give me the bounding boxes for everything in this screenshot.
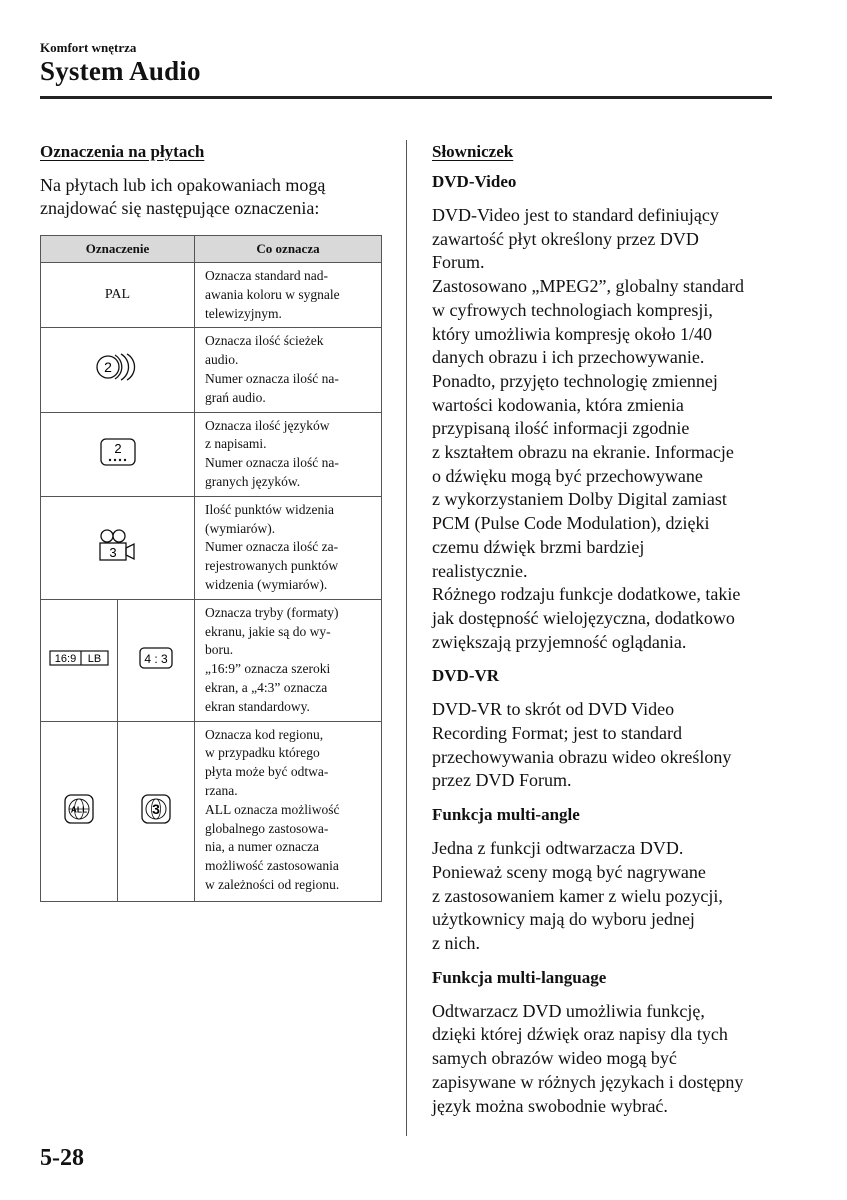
region-all-globe-icon <box>41 721 118 901</box>
svg-text:ALL: ALL <box>70 804 88 815</box>
left-column <box>40 142 385 220</box>
svg-text:16:9: 16:9 <box>54 652 77 665</box>
glossary-term: DVD-Video <box>432 172 517 191</box>
table-cell-desc: Oznacza standard nad- awania koloru w sygnale telewizyjnym. <box>195 263 382 328</box>
svg-text:3: 3 <box>152 800 160 817</box>
widescreen-lb-icon <box>41 599 118 721</box>
column-header-mark: Oznaczenie <box>41 236 195 263</box>
disc-marks-heading: Oznaczenia na płytach <box>40 142 205 161</box>
svg-text:3: 3 <box>108 545 117 561</box>
glossary-text: DVD-Video jest to standard definiujący zawartość płyt określony przez DVD Forum. Zastosowano „MPEG2”, globalny standard w cyfrowych technologiach kompresji, który umożliwia kompresję około 1/40 danych obrazu i ich przechowywanie. Ponadto, przyjęto technologię zmiennej wartości kodowania, która zmienia przypisaną ilość informacji zgodnie z kształtem obrazu na ekranie. Informacje o dźwięku mogą być przechowywane z wykorzystaniem Dolby Digital zamiast PCM (Pulse Code Modulation), dzięki czemu dźwięk brzmi bardziej realistycznie. Różnego rodzaju funkcje dodatkowe, takie jak dostępność wielojęzyczna, dodatkowo zwiększają przyjemność oglądania. <box>432 205 744 652</box>
region-number-globe-icon <box>118 721 195 901</box>
svg-text:4 : 3: 4 : 3 <box>144 651 168 666</box>
svg-text:2: 2 <box>113 440 122 456</box>
glossary-term: DVD-VR <box>432 666 500 686</box>
glossary-heading: Słowniczek <box>432 142 514 161</box>
column-divider <box>406 140 407 1136</box>
table-cell-desc: Oznacza ilość ścieżek audio. Numer oznacza ilość na- grań audio. <box>195 328 382 412</box>
pal-mark: PAL <box>41 263 195 328</box>
table-cell-desc: Ilość punktów widzenia (wymiarów). Numer oznacza ilość za- rejestrowanych punktów widzenia (wymiarów). <box>195 496 382 599</box>
subtitles-icon <box>41 412 195 496</box>
svg-text:LB: LB <box>87 652 102 665</box>
table-row <box>41 496 382 599</box>
title-rule <box>40 96 772 99</box>
glossary-term: Funkcja multi-angle <box>432 805 580 825</box>
page-title: System Audio <box>40 56 201 86</box>
page-number: 5-28 <box>40 1145 84 1171</box>
table-row <box>41 328 382 412</box>
table-row <box>41 599 382 721</box>
column-header-meaning: Co oznacza <box>195 236 382 263</box>
glossary-text: Odtwarzacz DVD umożliwia funkcję, dzięki której dźwięk oraz napisy dla tych samych obrazów wideo mogą być zapisywane w różnych językach i dostępny język można swobodnie wybrać. <box>432 1000 744 1116</box>
standard-4-3-icon <box>118 599 195 721</box>
disc-marks-intro: Na płytach lub ich opakowaniach mogą znajdować się następujące oznaczenia: <box>40 175 326 218</box>
table-row <box>41 721 382 901</box>
section-label: Komfort wnętrza <box>40 40 137 55</box>
table-header-row <box>41 236 382 263</box>
right-column <box>432 142 777 1118</box>
glossary-term: Funkcja multi-language <box>432 967 607 987</box>
audio-tracks-icon <box>41 328 195 412</box>
table-cell-desc: Oznacza kod regionu, w przypadku którego płyta może być odtwa- rzana. ALL oznacza możliwość globalnego zastosowa- nia, a numer oznacza możliwość zastosowania w zależności od regionu. <box>195 721 382 901</box>
table-cell-desc: Oznacza tryby (formaty) ekranu, jakie są do wy- boru. „16:9” oznacza szeroki ekran, a „4:3” oznacza ekran standardowy. <box>195 599 382 721</box>
disc-marks-table <box>40 235 382 902</box>
table-row <box>41 263 382 328</box>
table-row <box>41 412 382 496</box>
svg-text:2: 2 <box>103 359 112 376</box>
glossary-text: Jedna z funkcji odtwarzacza DVD. Ponieważ sceny mogą być nagrywane z zastosowaniem kamer z wielu pozycji, użytkownicy mają do wyboru jednej z nich. <box>432 838 723 953</box>
glossary-text: DVD-VR to skrót od DVD Video Recording Format; jest to standard przechowywania obrazu wideo określony przez DVD Forum. <box>432 699 732 791</box>
camera-angle-icon <box>41 496 195 599</box>
table-cell-desc: Oznacza ilość języków z napisami. Numer oznacza ilość na- granych języków. <box>195 412 382 496</box>
